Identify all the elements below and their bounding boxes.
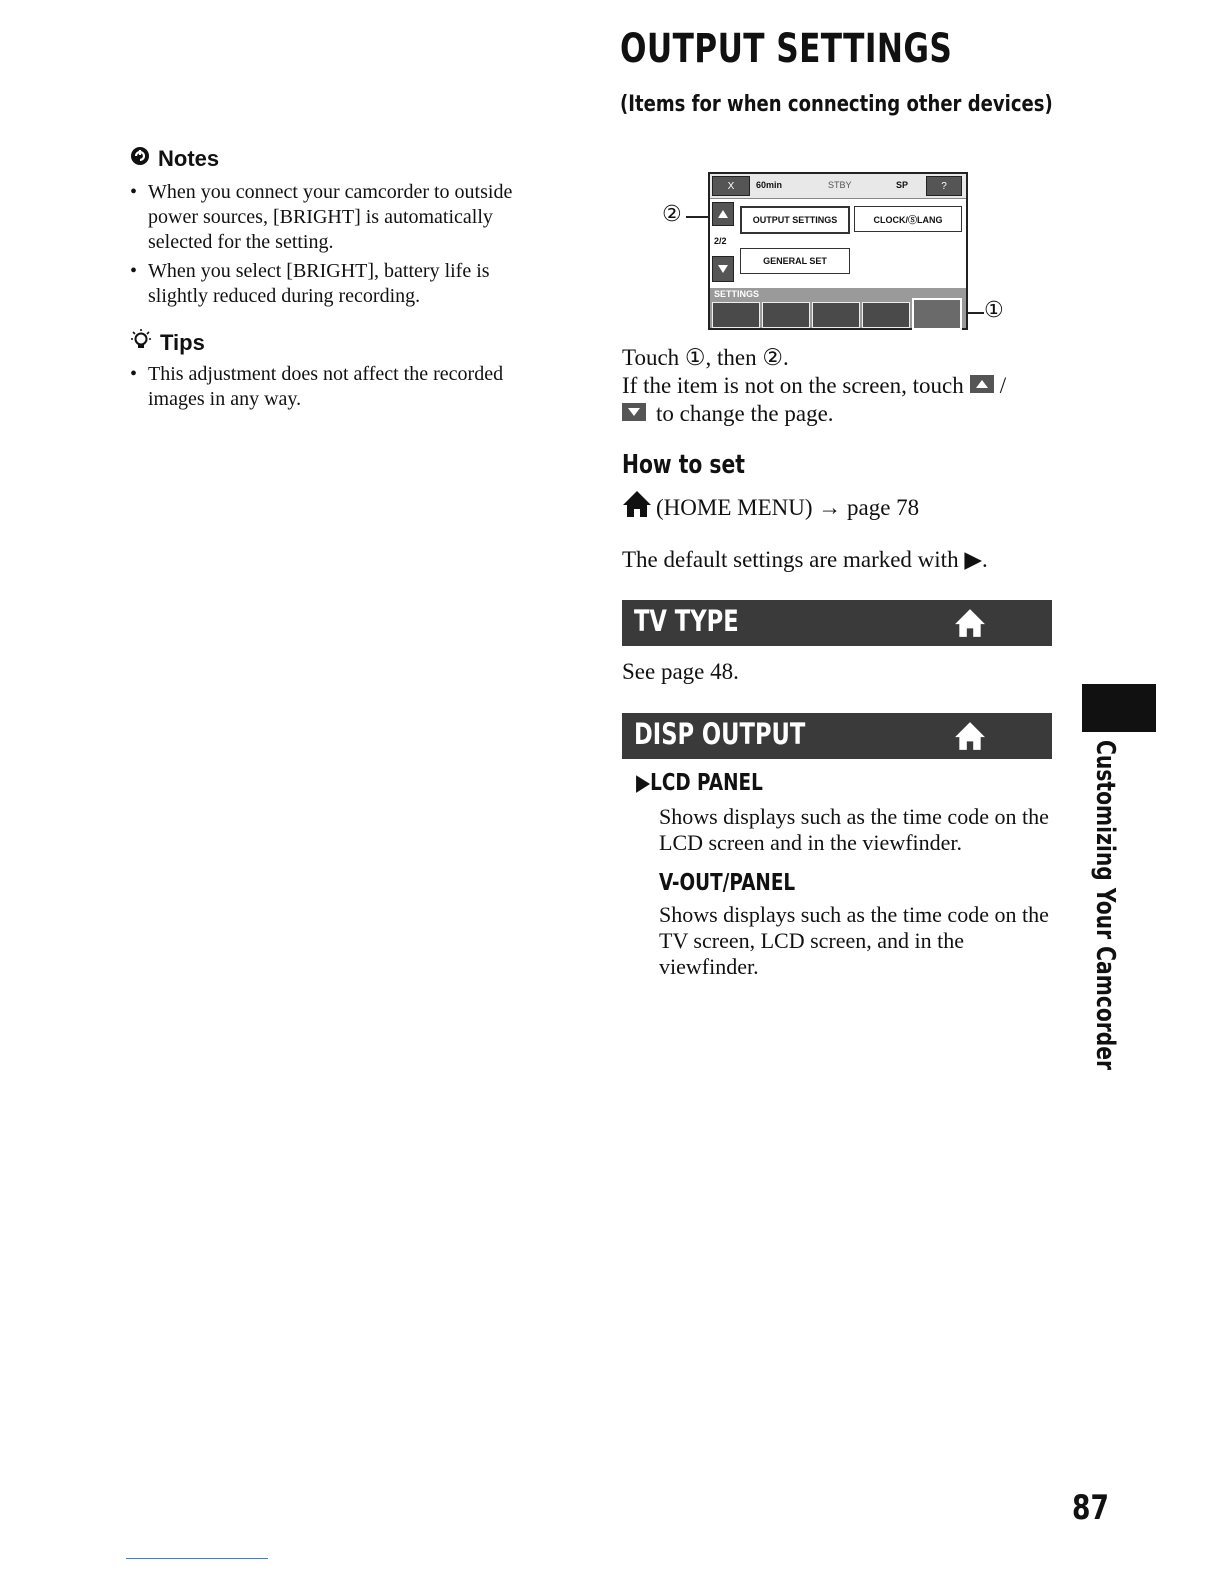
battery-indicator: 60min [756,180,783,190]
home-icon [954,721,986,756]
section-tab-marker [1082,684,1156,732]
option-lcd-panel-title: ▶LCD PANEL [636,770,763,796]
tab-settings[interactable] [912,298,962,330]
option-lcd-panel-desc: Shows displays such as the time code on the LCD screen and in the viewfinder. [659,804,1049,855]
home-icon [622,490,652,524]
tv-type-text: See page 48. [622,659,739,684]
instruction-line-2 [622,372,1006,399]
tab-print[interactable] [862,302,910,328]
disp-output-banner [622,713,1052,759]
page-down-icon [622,400,646,427]
page-up-icon [970,372,994,399]
page-up-button[interactable] [712,202,734,226]
camcorder-screen-illustration [708,172,968,330]
how-to-set-menu [622,490,919,524]
tips-heading [130,328,205,358]
instruction-line-1: Touch ①, then ②. [622,345,789,370]
list-item: • When you connect your camcorder to outside power sources, [BRIGHT] is automatically selected for the setting. [130,180,540,255]
notes-list [130,180,540,313]
disp-output-label: DISP OUTPUT [634,717,806,751]
record-mode-indicator: SP [896,180,909,190]
tips-heading-label: Tips [160,330,205,355]
lightbulb-icon [130,328,152,358]
page-number: 87 [1072,1488,1109,1528]
option-v-out-panel-desc: Shows displays such as the time code on the TV screen, LCD screen, and in the viewfinder. [659,902,1049,979]
list-item: • When you select [BRIGHT], battery life is slightly reduced during recording. [130,259,540,309]
callout-1: ① [984,298,1004,323]
list-item: • This adjustment does not affect the recorded images in any way. [130,362,540,412]
page-subtitle: (Items for when connecting other devices) [620,92,1053,117]
tv-type-banner [622,600,1052,646]
page-down-button[interactable] [712,256,734,282]
callout-2: ② [662,202,682,227]
instruction-line-3 [622,400,834,427]
arrow-down-icon [718,265,728,273]
notes-icon [130,146,150,172]
tv-type-label: TV TYPE [634,604,739,638]
arrow-up-icon [718,210,728,218]
separator: / [999,373,1007,398]
section-side-label: Customizing Your Camcorder [1090,740,1120,1071]
help-button[interactable]: ? [926,176,962,196]
footer-line [126,1558,268,1559]
settings-label: SETTINGS [714,289,760,299]
tips-list [130,362,540,416]
tab-edit[interactable] [812,302,860,328]
status-indicator: STBY [828,180,852,190]
close-button[interactable]: X [712,176,750,196]
notes-heading [130,146,219,172]
option-v-out-panel-title: V-OUT/PANEL [659,870,796,896]
screen-status-bar [710,174,966,199]
home-icon [954,608,986,643]
instruction-line-2-text: If the item is not on the screen, touch [622,373,964,398]
instruction-line-3-text: to change the page. [656,401,834,426]
home-menu-reference: (HOME MENU) → page 78 [656,494,920,520]
how-to-set-heading: How to set [622,450,745,480]
tab-view[interactable] [762,302,810,328]
clock-lang-button[interactable]: CLOCK/ⓈLANG [854,206,962,232]
notes-heading-label: Notes [158,146,220,171]
page-indicator: 2/2 [714,236,727,246]
output-settings-button[interactable]: OUTPUT SETTINGS [740,206,850,234]
callout-line-1 [966,312,984,314]
callout-line-2 [686,216,710,218]
default-settings-note: The default settings are marked with ▶. [622,547,988,572]
page-title: OUTPUT SETTINGS [620,26,953,72]
general-set-button[interactable]: GENERAL SET [740,248,850,274]
screen-tab-bar [710,288,966,328]
tab-camera[interactable] [712,302,760,328]
